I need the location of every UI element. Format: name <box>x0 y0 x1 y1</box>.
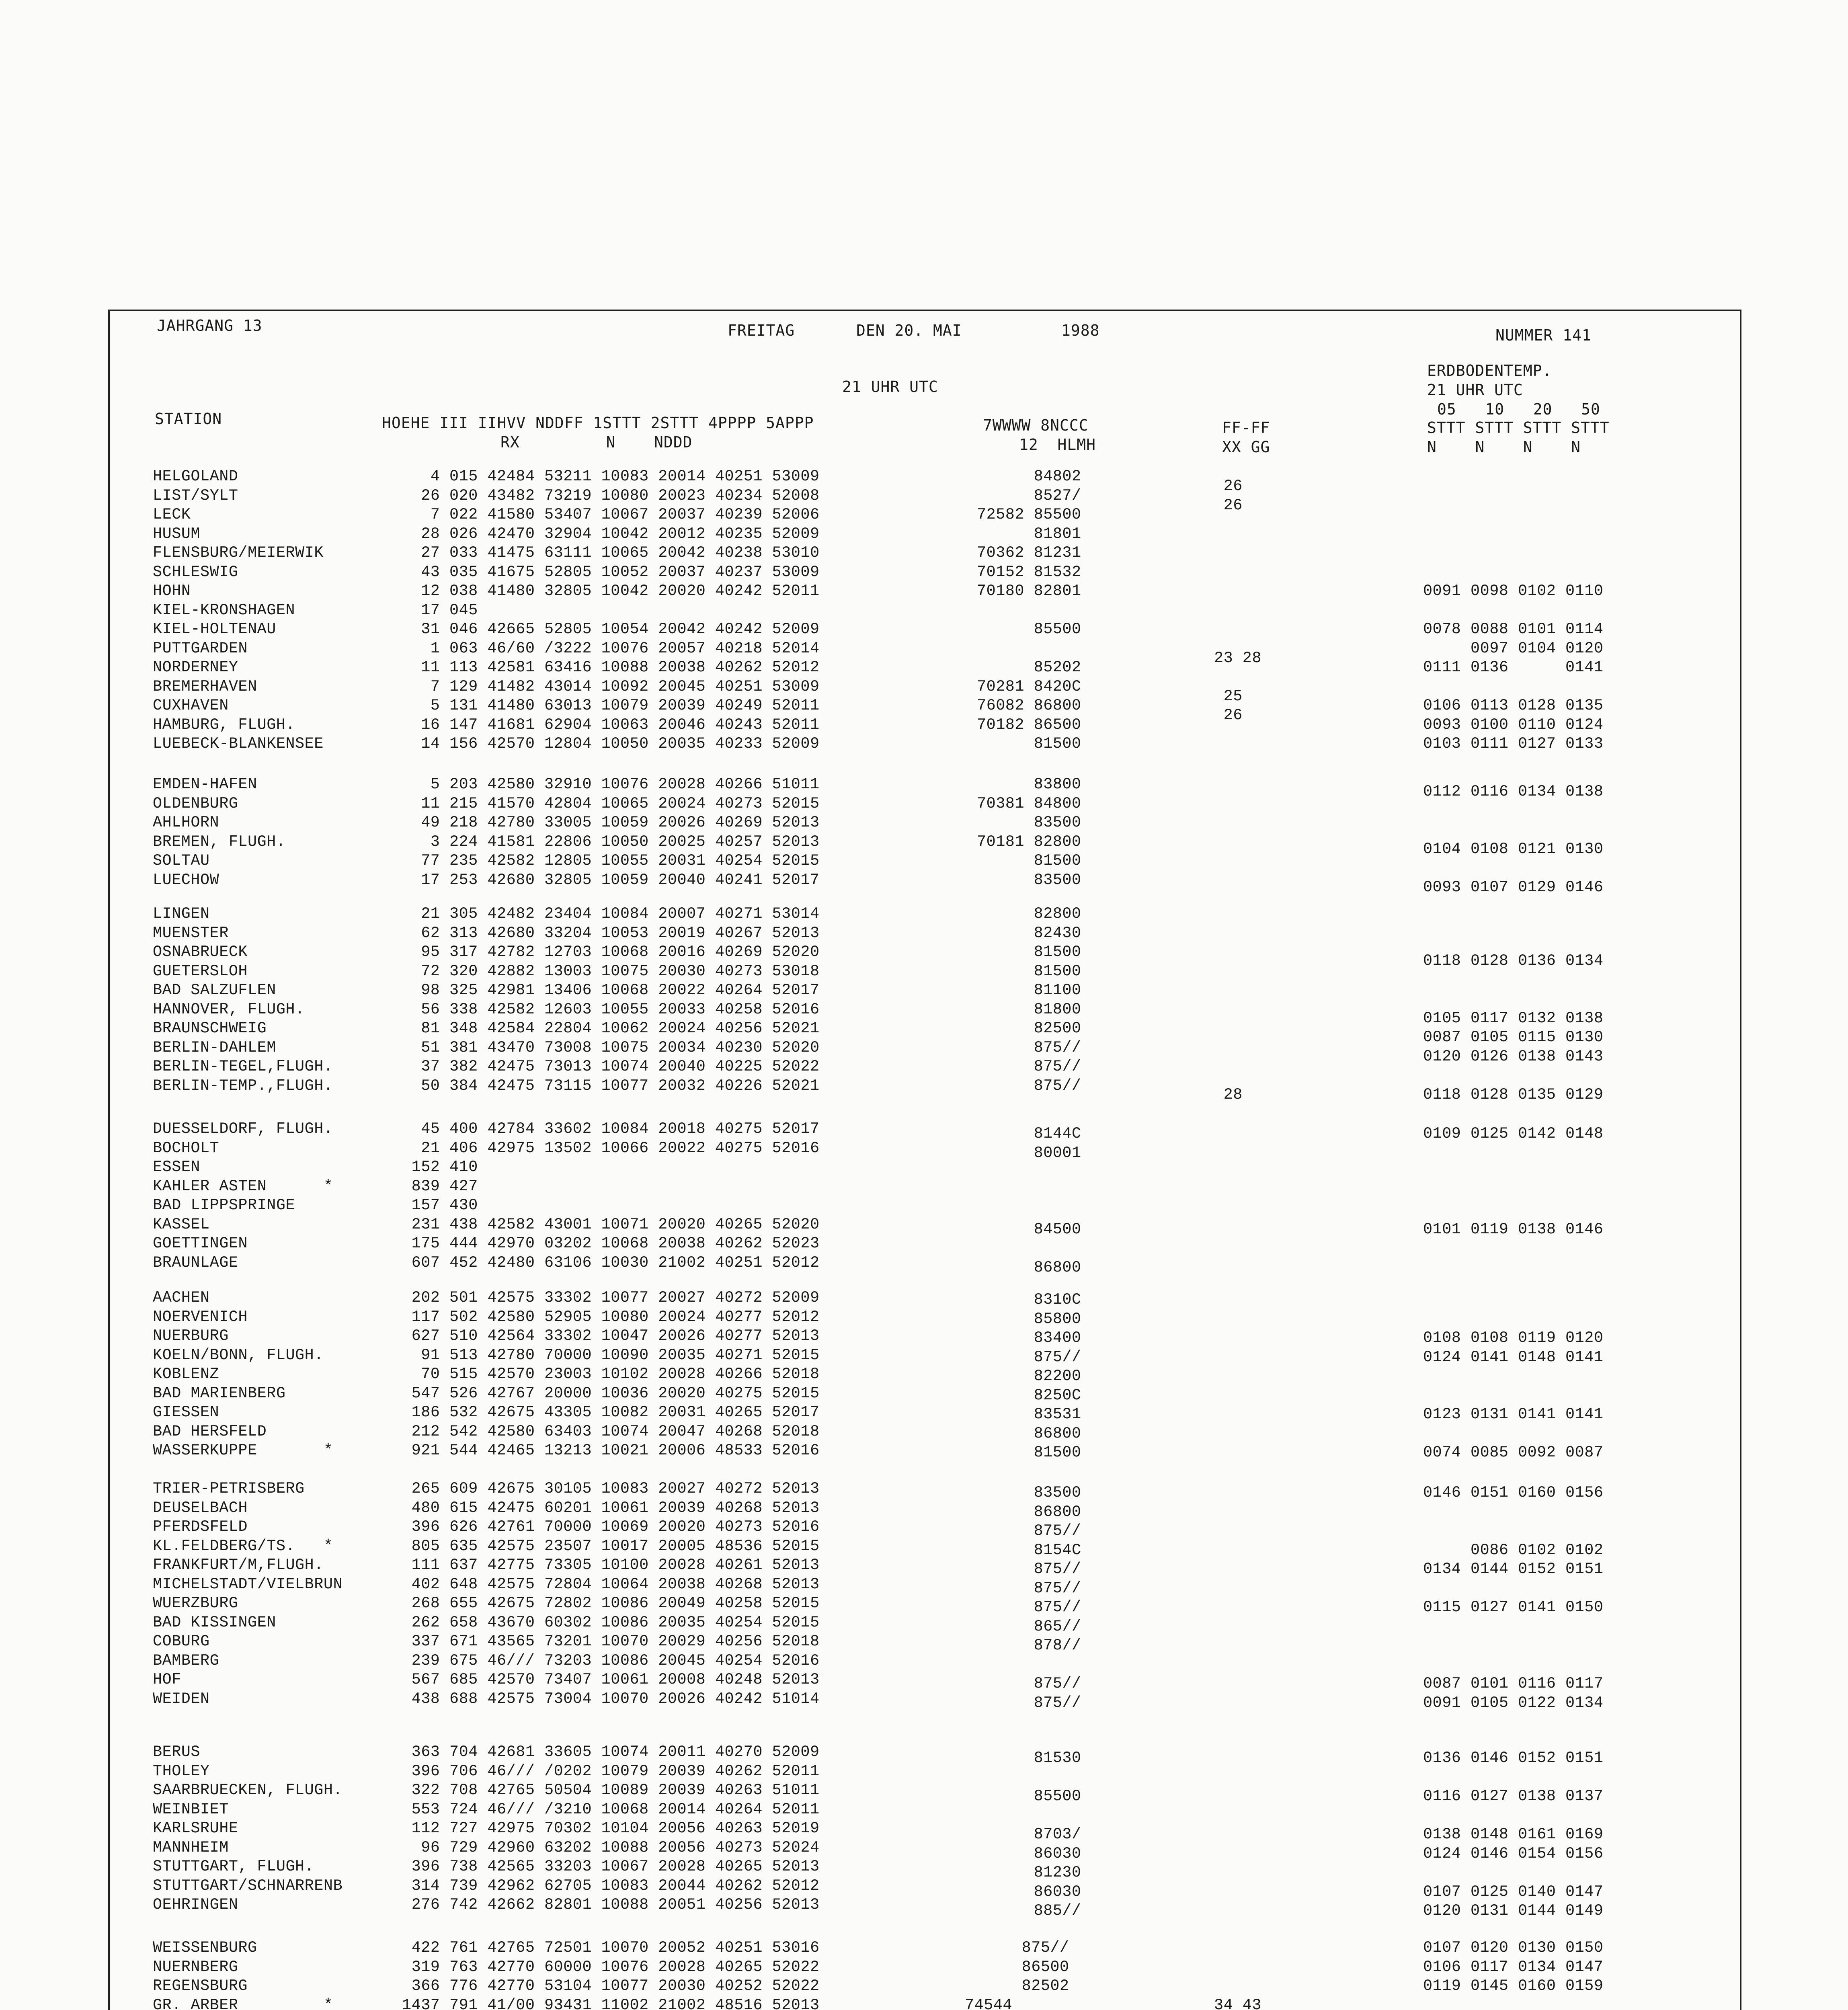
wind-data-block8: 34 43 <box>1214 1996 1262 2010</box>
soil-depths: 05 10 20 50 <box>1437 400 1600 418</box>
soil-data-north: 0091 0098 0102 0110 0078 0088 0101 0114 0097 0104 0120 0111 0136 0141 0106 0113 0128 0135 0093 0100 0110 0124 0103 0111 0127 0133 <box>1423 582 1604 753</box>
weather-data-block8: 875// 86500 82502 74544 <box>965 1939 1069 2010</box>
station-column-header: STATION <box>155 410 222 428</box>
synop-data-block6: 265 609 42675 30105 10083 20027 40272 52013 480 615 42475 60201 10061 20039 40268 52013 396 626 42761 70000 10069 20020 40273 52016 805 635 42575 23507 10017 20005 48536 52015 111 637 42775 73305 10100 20028 40261 52013 402 648 42575 72804 10064 20038 40268 52013 268 655 42675 72802 10086 20049 40258 52015 262 658 43670 60302 10086 20035 40254 52015 337 671 43565 73201 10070 20029 40256 52018 239 675 46/// 73203 10086 20045 40254 52016 567 685 42570 73407 10061 20008 40248 52013 438 688 42575 73004 10070 20026 40242 51014 <box>411 1480 820 1708</box>
synop-data-north: 4 015 42484 53211 10083 20014 40251 53009 26 020 43482 73219 10080 20023 40234 52008 7 022 41580 53407 10067 20037 40239 52006 28 026 42470 32904 10042 20012 40235 52009 27 033 41475 63111 10065 20042 40238 53010 43 035 41675 52805 10052 20037 40237 53009 12 038 41480 32805 10042 20020 40242 52011 17 045 31 046 42665 52805 10054 20042 40242 52009 1 063 46/60 /3222 10076 20057 40218 52014 11 113 42581 63416 10088 20038 40262 52012 7 129 41482 43014 10092 20045 40251 53009 5 131 41480 63013 10079 20039 40249 52011 16 147 41681 62904 10063 20046 40243 52011 14 156 42570 12804 10050 20035 40233 52009 <box>421 468 820 753</box>
weekday: FREITAG <box>728 322 795 339</box>
observation-time: 21 UHR UTC <box>842 378 938 396</box>
weather-data-block4: 8144C 80001 84500 86800 <box>1034 1125 1081 1276</box>
weather-data-block2: 83800 70381 84800 83500 70181 82800 81500 83500 <box>977 775 1081 889</box>
soil-data-block2: 0112 0116 0134 0138 0104 0108 0121 0130 0093 0107 0129 0146 <box>1423 783 1604 896</box>
soil-data-block4: 0109 0125 0142 0148 0101 0119 0138 0146 <box>1423 1125 1604 1238</box>
codes-header-line2: RX N NDDD <box>500 433 693 451</box>
soil-header-line1: STTT STTT STTT STTT <box>1427 419 1610 437</box>
weather-data-block6: 83500 86800 875// 8154C 875// 875// 875// 865// 878// 875// 875// <box>1034 1484 1081 1712</box>
soil-data-block5: 0108 0108 0119 0120 0124 0141 0148 0141 0123 0131 0141 0141 0074 0085 0092 0087 <box>1423 1329 1604 1461</box>
weather-data-block7: 81530 85500 8703/ 86030 81230 86030 885// <box>1034 1749 1081 1920</box>
wind-data-north: 26 26 23 28 25 26 <box>1214 477 1262 724</box>
synop-data-block7: 363 704 42681 33605 10074 20011 40270 52009 396 706 46/// /0202 10079 20039 40262 52011 322 708 42765 50504 10089 20039 40263 51011 553 724 46/// /3210 10068 20014 40264 52011 112 727 42975 70302 10104 20056 40263 52019 96 729 42960 63202 10088 20056 40273 52024 396 738 42565 33203 10067 20028 40265 52013 314 739 42962 62705 10083 20044 40262 52012 276 742 42662 82801 10088 20051 40256 52013 <box>411 1743 820 1914</box>
soil-temp-title: ERDBODENTEMP. <box>1427 362 1552 379</box>
station-names-block6: TRIER-PETRISBERG DEUSELBACH PFERDSFELD KL.FELDBERG/TS. * FRANKFURT/M,FLUGH. MICHELSTADT/VIELBRUN WUERZBURG BAD KISSINGEN COBURG BAMBERG HOF WEIDEN <box>153 1480 343 1708</box>
station-names-block2: EMDEN-HAFEN OLDENBURG AHLHORN BREMEN, FLUGH. SOLTAU LUECHOW <box>153 775 286 889</box>
station-names-north: HELGOLAND LIST/SYLT LECK HUSUM FLENSBURG/MEIERWIK SCHLESWIG HOHN KIEL-KRONSHAGEN KIEL-HOLTENAU PUTTGARDEN NORDERNEY BREMERHAVEN CUXHAVEN HAMBURG, FLUGH. LUEBECK-BLANKENSEE <box>153 468 324 753</box>
weather-data-block5: 8310C 85800 83400 875// 82200 8250C 83531 86800 81500 <box>1034 1291 1081 1461</box>
synop-data-block3: 21 305 42482 23404 10084 20007 40271 53014 62 313 42680 33204 10053 20019 40267 52013 95 317 42782 12703 10068 20016 40269 52020 72 320 42882 13003 10075 20030 40273 53018 98 325 42981 13406 10068 20022 40264 52017 56 338 42582 12603 10055 20033 40258 52016 81 348 42584 22804 10062 20024 40256 52021 51 381 43470 73008 10075 20034 40230 52020 37 382 42475 73013 10074 20040 40225 52022 50 384 42475 73115 10077 20032 40226 52021 <box>421 905 820 1095</box>
issue-number: NUMMER 141 <box>1495 326 1592 344</box>
wind-header-line2: XX GG <box>1222 438 1270 456</box>
codes-header-line1: HOEHE III IIHVV NDDFF 1STTT 2STTT 4PPPP 5APPP <box>382 414 814 432</box>
station-names-block3: LINGEN MUENSTER OSNABRUECK GUETERSLOH BAD SALZUFLEN HANNOVER, FLUGH. BRAUNSCHWEIG BERLIN-DAHLEM BERLIN-TEGEL,FLUGH. BERLIN-TEMP.,FLUGH. <box>153 905 333 1095</box>
weather-data-block3: 82800 82430 81500 81500 81100 81800 82500 875// 875// 875// <box>1034 905 1081 1095</box>
weather-header-line2: 12 HLMH <box>1019 436 1096 453</box>
synop-data-block8: 422 761 42765 72501 10070 20052 40251 53016 319 763 42770 60000 10076 20028 40265 52022 366 776 42770 53104 10077 20030 40252 52022 1437 791 41/00 93431 11002 21002 48516 52013 <box>402 1939 820 2010</box>
jahrgang: JAHRGANG 13 <box>157 317 263 334</box>
synop-data-block4: 45 400 42784 33602 10084 20018 40275 52017 21 406 42975 13502 10066 20022 40275 52016 152 410 839 427 157 430 231 438 42582 43001 10071 20020 40265 52020 175 444 42970 03202 10068 20038 40262 52023 607 452 42480 63106 10030 21002 40251 52012 <box>411 1120 820 1272</box>
wind-data-block3: 28 <box>1223 1085 1243 1103</box>
soil-temp-time: 21 UHR UTC <box>1427 381 1523 399</box>
synop-data-block2: 5 203 42580 32910 10076 20028 40266 51011 11 215 41570 42804 10065 20024 40273 52015 49 218 42780 33005 10059 20026 40269 52013 3 224 41581 22806 10050 20025 40257 52013 77 235 42582 12805 10055 20031 40254 52015 17 253 42680 32805 10059 20040 40241 52017 <box>421 775 820 889</box>
soil-data-block7: 0136 0146 0152 0151 0116 0127 0138 0137 0138 0148 0161 0169 0124 0146 0154 0156 0107 0125 0140 0147 0120 0131 0144 0149 <box>1423 1749 1604 1920</box>
station-names-block8: WEISSENBURG NUERNBERG REGENSBURG GR. ARBER * <box>153 1939 333 2010</box>
wind-header-line1: FF-FF <box>1222 419 1270 437</box>
soil-data-block3: 0118 0128 0136 0134 0105 0117 0132 0138 0087 0105 0115 0130 0120 0126 0138 0143 0118 0128 0135 0129 <box>1423 952 1604 1103</box>
station-names-block4: DUESSELDORF, FLUGH. BOCHOLT ESSEN KAHLER ASTEN * BAD LIPPSPRINGE KASSEL GOETTINGEN BRAUNLAGE <box>153 1120 333 1272</box>
weather-header-line1: 7WWWW 8NCCC <box>983 416 1089 434</box>
soil-header-line2: N N N N <box>1427 438 1581 456</box>
synop-data-block5: 202 501 42575 33302 10077 20027 40272 52009 117 502 42580 52905 10080 20024 40277 52012 627 510 42564 33302 10047 20026 40277 52013 91 513 42780 70000 10090 20035 40271 52015 70 515 42570 23003 10102 20028 40266 52018 547 526 42767 20000 10036 20020 40275 52015 186 532 42675 43305 10082 20031 40265 52017 212 542 42580 63403 10074 20047 40268 52018 921 544 42465 13213 10021 20006 48533 52016 <box>411 1289 820 1459</box>
date: DEN 20. MAI <box>856 322 962 339</box>
year: 1988 <box>1061 322 1100 339</box>
station-names-block7: BERUS THOLEY SAARBRUECKEN, FLUGH. WEINBIET KARLSRUHE MANNHEIM STUTTGART, FLUGH. STUTTGART/SCHNARRENB OEHRINGEN <box>153 1743 343 1914</box>
soil-data-block6: 0146 0151 0160 0156 0086 0102 0102 0134 0144 0152 0151 0115 0127 0141 0150 0087 0101 0116 0117 0091 0105 0122 0134 <box>1423 1484 1604 1712</box>
soil-data-block8: 0107 0120 0130 0150 0106 0117 0134 0147 0119 0145 0160 0159 <box>1423 1939 1604 1995</box>
station-names-block5: AACHEN NOERVENICH NUERBURG KOELN/BONN, FLUGH. KOBLENZ BAD MARIENBERG GIESSEN BAD HERSFELD WASSERKUPPE * <box>153 1289 333 1459</box>
weather-data-north: 84802 8527/ 72582 85500 81801 70362 81231 70152 81532 70180 82801 85500 85202 70281 8420C 76082 86800 70182 86500 81500 <box>977 468 1081 753</box>
